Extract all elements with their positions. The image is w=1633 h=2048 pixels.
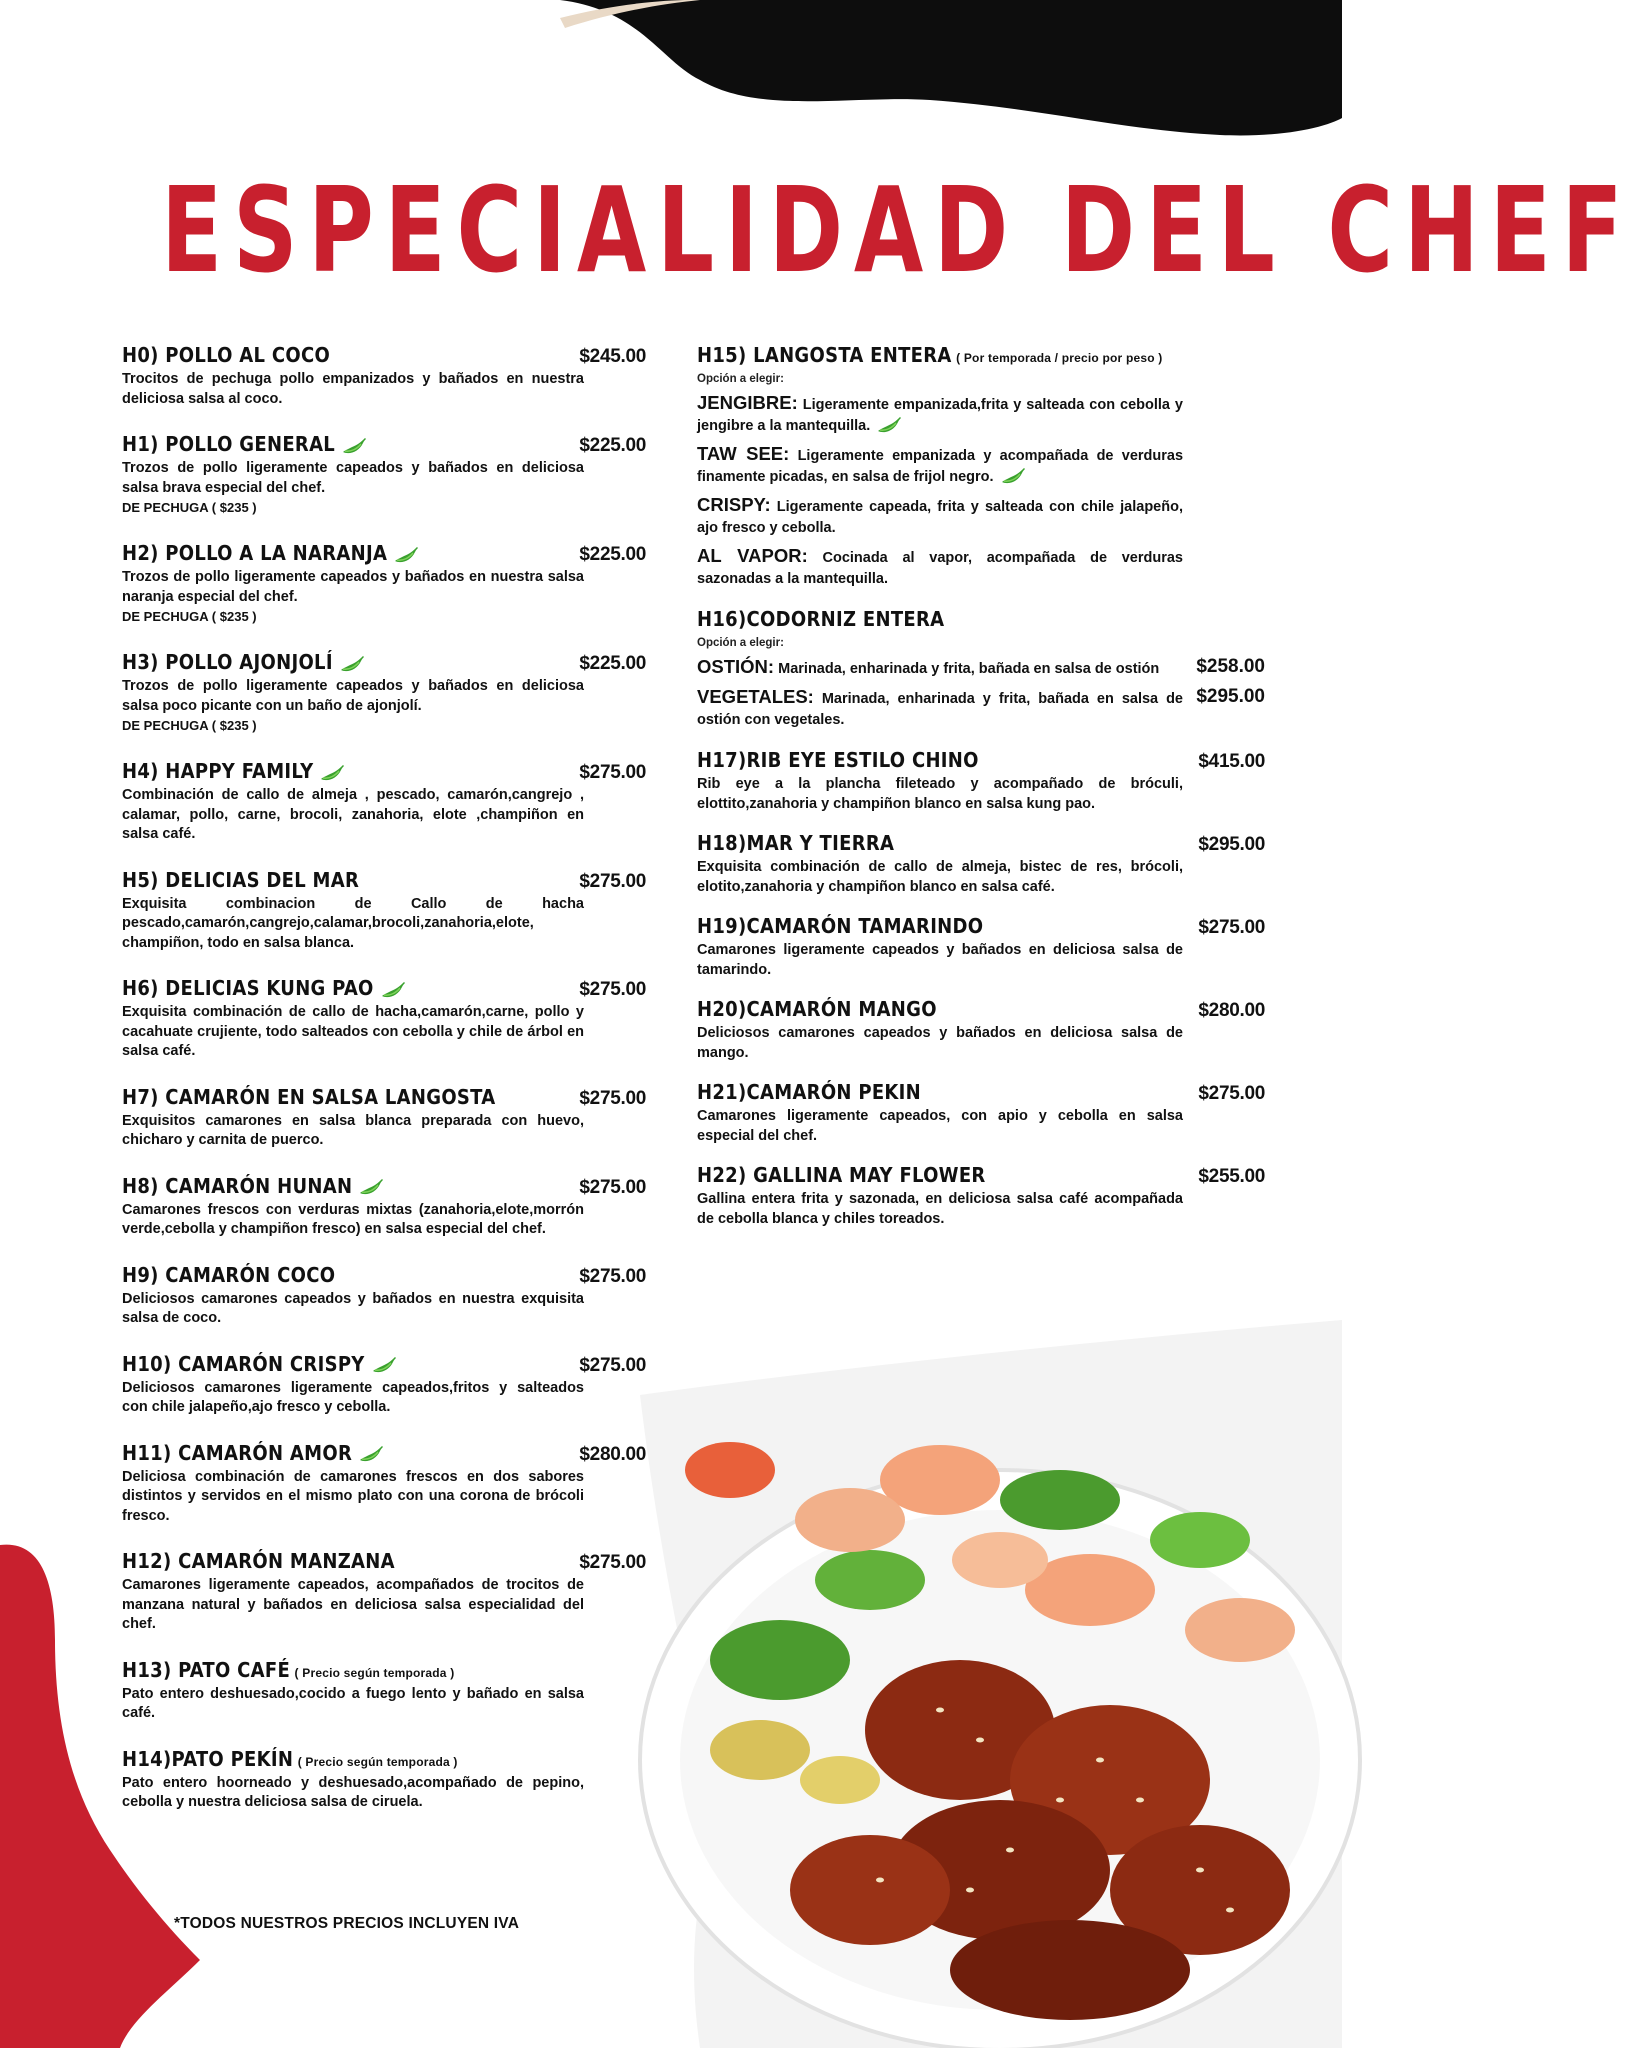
option-text: Cocinada al vapor, acompañada de verduras sazonadas a la mantequilla.: [697, 550, 1184, 587]
menu-item-h16: [697, 604, 1265, 731]
item-price: $275.00: [1198, 917, 1265, 938]
item-description: Exquisita combinación de callo de hacha,camarón,carne, pollo y cacahuate crujiente, todo salteados con cebolla y chile de árbol en salsa café.: [122, 1004, 584, 1059]
menu-item: [122, 1260, 646, 1329]
item-name: H3) POLLO AJONJOLÍ: [122, 650, 333, 674]
item-price: $255.00: [1198, 1166, 1265, 1187]
item-name: H22) GALLINA MAY FLOWER: [697, 1163, 986, 1187]
option-price: $258.00: [1196, 656, 1265, 677]
option-price: $295.00: [1196, 686, 1265, 707]
menu-item: [122, 340, 646, 409]
item-name: H0) POLLO AL COCO: [122, 343, 331, 367]
menu-item: [122, 756, 646, 845]
option: [697, 686, 1265, 731]
item-name: H18)MAR Y TIERRA: [697, 831, 895, 855]
item-description: Pato entero deshuesado,cocido a fuego lento y bañado en salsa café.: [122, 1685, 584, 1721]
item-note: ( Precio según temporada ): [294, 1665, 455, 1680]
item-description: Trocitos de pechuga pollo empanizados y bañados en nuestra deliciosa salsa al coco.: [122, 371, 584, 407]
item-price: $245.00: [579, 346, 646, 367]
item-price: $275.00: [579, 1552, 646, 1573]
item-description: Gallina entera frita y sazonada, en deliciosa salsa café acompañada de cebolla blanca y chiles toreados.: [697, 1191, 1183, 1227]
menu-item: [697, 911, 1265, 980]
item-note: ( Precio según temporada ): [297, 1754, 458, 1769]
menu-item: [122, 429, 646, 518]
chili-icon: [319, 765, 345, 783]
item-note: ( Por temporada / precio por peso ): [956, 351, 1163, 365]
item-name: H11) CAMARÓN AMOR: [122, 1440, 353, 1465]
page-title: ESPECIALIDAD DEL CHEF: [161, 161, 1633, 299]
menu-item: [697, 994, 1265, 1063]
item-description: Exquisitos camarones en salsa blanca preparada con huevo, chicharo y carnita de puerco.: [122, 1112, 584, 1148]
chili-icon: [341, 438, 367, 456]
item-description: Combinación de callo de almeja , pescado, camarón,cangrejo , calamar, pollo, carne, brocoli, zanahoria, elote ,champiñon en salsa café.: [122, 787, 584, 842]
item-description: Deliciosos camarones capeados y bañados en deliciosa salsa de mango.: [697, 1025, 1183, 1061]
option: [697, 392, 1265, 437]
option: [697, 443, 1265, 488]
option-name: CRISPY:: [697, 494, 771, 515]
item-price: $275.00: [1198, 1083, 1265, 1104]
item-price: $275.00: [579, 1354, 646, 1376]
item-extra: DE PECHUGA ( $235 ): [122, 609, 257, 624]
item-name: H7) CAMARÓN EN SALSA LANGOSTA: [122, 1084, 496, 1109]
item-description: Rib eye a la plancha fileteado y acompañado de bróculi, elottito,zanahoria y champiñon blanco en salsa kung pao.: [697, 776, 1183, 812]
menu-item: [697, 1160, 1265, 1229]
item-price: $225.00: [579, 544, 646, 565]
item-price: $415.00: [1198, 751, 1265, 772]
item-description: Trozos de pollo ligeramente capeados y bañados en nuestra salsa naranja especial del chef.: [122, 569, 584, 605]
chili-icon: [876, 417, 902, 435]
item-name: H17)RIB EYE ESTILO CHINO: [697, 748, 979, 772]
option-text: Ligeramente capeada, frita y salteada con chile jalapeño, ajo fresco y cebolla.: [697, 499, 1183, 536]
item-description: Deliciosa combinación de camarones frescos en dos sabores distintos y servidos en el mismo plato con una corona de brócoli fresco.: [122, 1468, 584, 1524]
option-text: Marinada, enharinada y frita, bañada en salsa de ostión: [778, 661, 1160, 677]
chili-icon: [1000, 468, 1026, 486]
item-price: $280.00: [579, 1443, 646, 1465]
item-name: H8) CAMARÓN HUNAN: [122, 1173, 353, 1198]
item-description: Camarones ligeramente capeados y bañados en deliciosa salsa de tamarindo.: [697, 942, 1183, 978]
menu-column-left: [122, 340, 646, 1833]
menu-column-right: [697, 340, 1265, 1243]
item-price: $275.00: [579, 1176, 646, 1198]
item-name: H13) PATO CAFÉ: [122, 1657, 291, 1682]
option-name: VEGETALES:: [697, 686, 814, 707]
option-name: OSTIÓN:: [697, 656, 775, 677]
item-price: $225.00: [579, 653, 646, 674]
item-price: $275.00: [579, 1087, 646, 1109]
menu-item: [122, 973, 646, 1062]
item-price: $275.00: [579, 870, 646, 892]
item-description: Trozos de pollo ligeramente capeados y bañados en deliciosa salsa poco picante con un baño de ajonjolí.: [122, 678, 584, 714]
option: [697, 494, 1265, 539]
item-name: H6) DELICIAS KUNG PAO: [122, 976, 374, 1000]
item-price: $295.00: [1198, 834, 1265, 855]
menu-item: [122, 1082, 646, 1151]
item-name: H16)CODORNIZ ENTERA: [697, 607, 945, 631]
item-description: Deliciosos camarones capeados y bañados en nuestra exquisita salsa de coco.: [122, 1290, 584, 1326]
option-name: AL VAPOR:: [697, 545, 808, 566]
item-name: H2) POLLO A LA NARANJA: [122, 541, 388, 565]
item-description: Camarones frescos con verduras mixtas (zanahoria,elote,morrón verde,cebolla y champiñon fresco) en salsa especial del chef.: [122, 1201, 584, 1237]
item-name: H15) LANGOSTA ENTERA: [697, 343, 952, 367]
option-label: Opción a elegir:: [697, 373, 784, 385]
item-description: Exquisita combinacion de Callo de hacha pescado,camarón,cangrejo,calamar,brocoli,zanahoria,elote, champiñon, todo en salsa blanca.: [122, 895, 584, 951]
chili-icon: [358, 1179, 384, 1197]
menu-item: [122, 1349, 646, 1418]
menu-item: [122, 1744, 646, 1813]
item-name: H21)CAMARÓN PEKIN: [697, 1080, 922, 1104]
item-extra: DE PECHUGA ( $235 ): [122, 718, 257, 733]
footnote: *TODOS NUESTROS PRECIOS INCLUYEN IVA: [174, 1915, 520, 1932]
menu-item: [697, 1077, 1265, 1146]
menu-item: [697, 828, 1265, 897]
item-description: Exquisita combinación de callo de almeja, bistec de res, brócoli, elotito,zanahoria y champiñon blanco en salsa café.: [697, 859, 1183, 895]
item-name: H1) POLLO GENERAL: [122, 432, 336, 456]
item-name: H9) CAMARÓN COCO: [122, 1262, 336, 1287]
menu-item: [122, 1546, 646, 1635]
item-price: $275.00: [579, 1265, 646, 1287]
option-name: TAW SEE:: [697, 443, 790, 464]
item-price: $225.00: [579, 435, 646, 456]
item-description: Trozos de pollo ligeramente capeados y bañados en deliciosa salsa brava especial del chef.: [122, 460, 584, 496]
menu-item: [697, 745, 1265, 814]
menu-item-h15: [697, 340, 1265, 590]
option: [697, 656, 1265, 680]
chili-icon: [371, 1357, 397, 1375]
food-photo: [640, 1330, 1342, 2048]
item-price: $275.00: [579, 979, 646, 1000]
item-name: H19)CAMARÓN TAMARINDO: [697, 914, 984, 938]
option-text: Marinada, enharinada y frita, bañada en salsa de ostión con vegetales.: [697, 691, 1183, 728]
menu-item: [122, 865, 646, 954]
option-name: JENGIBRE:: [697, 392, 798, 413]
item-description: Deliciosos camarones ligeramente capeados,fritos y salteados con chile jalapeño,ajo fresco y cebolla.: [122, 1379, 584, 1415]
item-description: Pato entero hoorneado y deshuesado,acompañado de pepino, cebolla y nuestra deliciosa salsa de ciruela.: [122, 1774, 584, 1810]
chili-icon: [358, 1446, 384, 1464]
item-name: H10) CAMARÓN CRISPY: [122, 1351, 365, 1376]
item-price: $280.00: [1198, 1000, 1265, 1021]
item-description: Camarones ligeramente capeados, acompañados de trocitos de manzana natural y bañados en deliciosa salsa especialidad del chef.: [122, 1577, 584, 1632]
option-text: Ligeramente empanizada y acompañada de verduras finamente picadas, en salsa de frijol negro.: [697, 448, 1184, 485]
item-name: H4) HAPPY FAMILY: [122, 759, 314, 783]
item-description: Camarones ligeramente capeados, con apio y cebolla en salsa especial del chef.: [697, 1108, 1183, 1144]
chili-icon: [380, 982, 406, 1000]
option: [697, 545, 1265, 590]
option-text: Ligeramente empanizada,frita y salteada con cebolla y jengibre a la mantequilla.: [697, 397, 1183, 434]
item-name: H12) CAMARÓN MANZANA: [122, 1549, 395, 1573]
menu-item: [122, 1655, 646, 1724]
item-name: H20)CAMARÓN MANGO: [697, 997, 937, 1021]
menu-item: [122, 1171, 646, 1240]
menu-item: [122, 1438, 646, 1527]
item-price: $275.00: [579, 762, 646, 783]
menu-item: [122, 647, 646, 736]
item-name: H5) DELICIAS DEL MAR: [122, 867, 360, 892]
top-black-wave: [560, 0, 1342, 135]
chili-icon: [393, 547, 419, 565]
item-extra: DE PECHUGA ( $235 ): [122, 500, 257, 515]
item-name: H14)PATO PEKÍN: [122, 1746, 294, 1771]
menu-item: [122, 538, 646, 627]
option-label: Opción a elegir:: [697, 637, 784, 649]
chili-icon: [339, 656, 365, 674]
